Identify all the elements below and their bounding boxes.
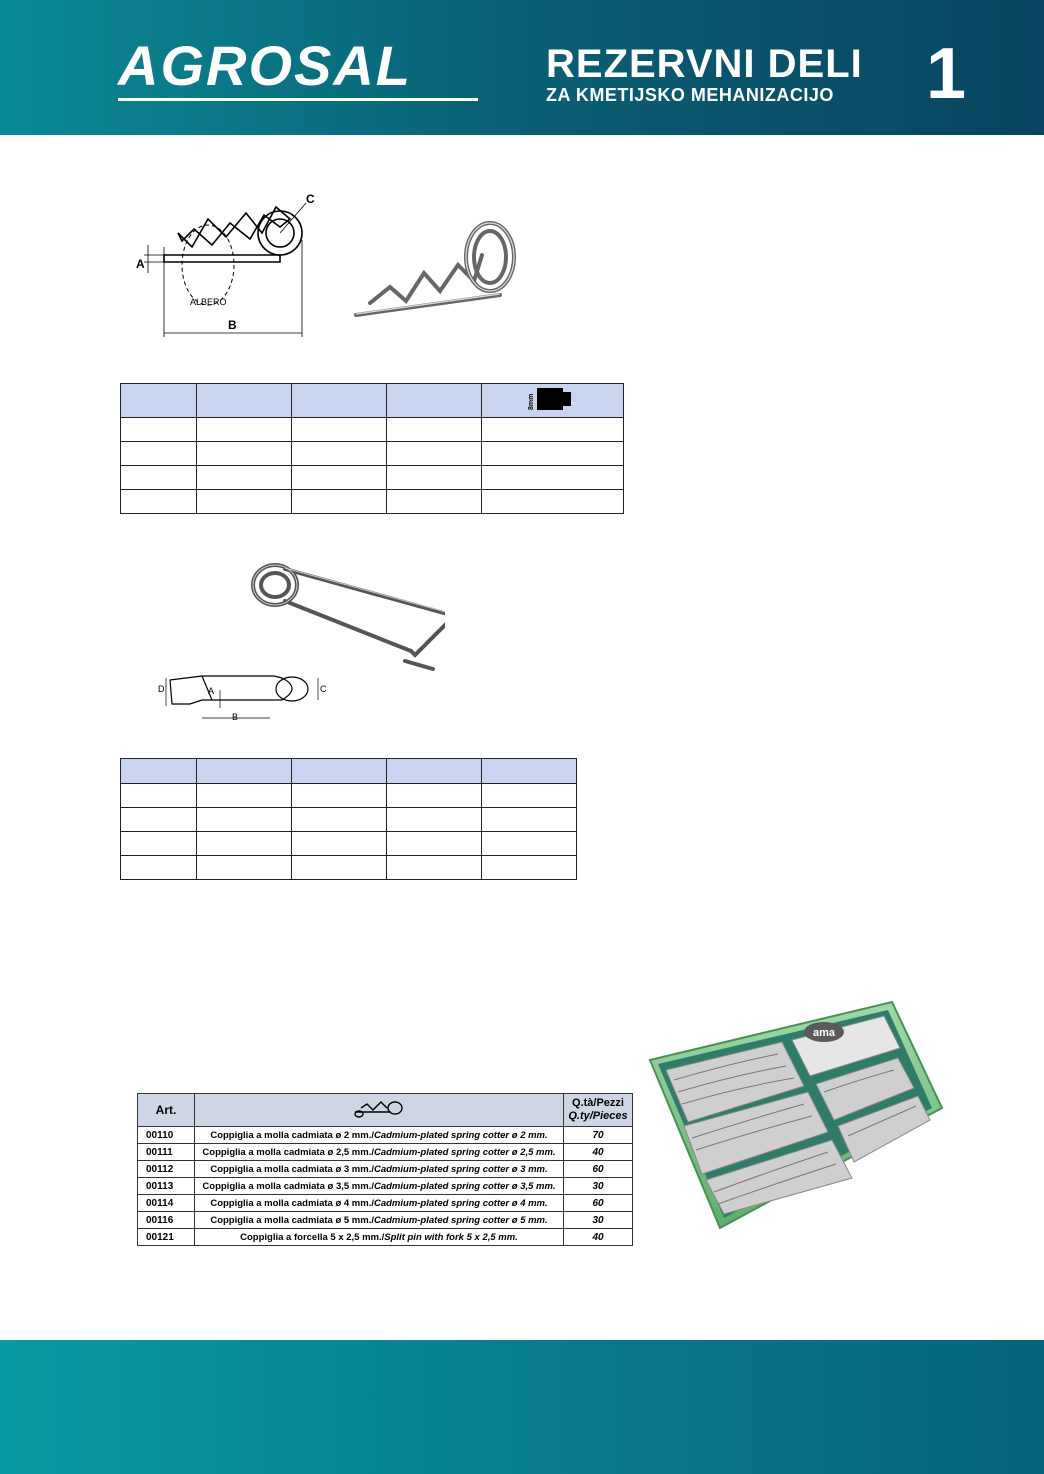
table-row <box>121 808 577 832</box>
dim-label-c: C <box>306 192 315 206</box>
table-row <box>138 1144 633 1161</box>
r-clip-drawing <box>130 185 330 345</box>
part-qty: 60 <box>564 1195 633 1212</box>
part-qty: 30 <box>564 1212 633 1229</box>
dim-label-d: D <box>158 684 165 694</box>
package-icon <box>523 384 583 412</box>
table-row <box>121 466 624 490</box>
art-code: 00110 <box>138 1127 195 1144</box>
safety-pin-drawing <box>152 668 332 728</box>
part-qty: 30 <box>564 1178 633 1195</box>
table-header-row <box>121 384 624 418</box>
r-clip-photo <box>350 215 530 325</box>
page-subtitle: ZA KMETIJSKO MEHANIZACIJO <box>546 85 834 105</box>
dim-label-c2: C <box>320 684 327 694</box>
part-qty: 40 <box>564 1144 633 1161</box>
art-code: 00116 <box>138 1212 195 1229</box>
art-code: 00112 <box>138 1161 195 1178</box>
art-code: 00113 <box>138 1178 195 1195</box>
art-code: 00121 <box>138 1229 195 1246</box>
parts-table <box>137 1093 633 1246</box>
col-qty-header-en: Q.ty/Pieces <box>568 1110 628 1122</box>
table-header-row <box>121 759 577 784</box>
part-description: Coppiglia a molla cadmiata ø 2 mm./Cadmium-plated spring cotter ø 2 mm. <box>195 1127 564 1144</box>
box-brand-label: ama <box>813 1027 836 1039</box>
col-qty-header-it: Q.tà/Pezzi <box>572 1097 624 1109</box>
part-qty: 60 <box>564 1161 633 1178</box>
table-row <box>121 856 577 880</box>
page-title: REZERVNI DELI <box>546 42 863 86</box>
part-description: Coppiglia a molla cadmiata ø 2,5 mm./Cadmium-plated spring cotter ø 2,5 mm. <box>195 1144 564 1161</box>
table-row <box>121 832 577 856</box>
table-row <box>121 418 624 442</box>
dim-label-b: B <box>228 318 237 332</box>
table-row <box>138 1212 633 1229</box>
table-row <box>121 784 577 808</box>
table-row <box>121 442 624 466</box>
table-row <box>138 1161 633 1178</box>
table-row <box>138 1178 633 1195</box>
brand-logo: AGROSAL <box>118 34 412 97</box>
table-row <box>138 1229 633 1246</box>
shaft-label: ALBERO <box>190 297 227 307</box>
spec-table-1 <box>120 383 624 514</box>
package-size-label: 8mm <box>527 393 535 410</box>
table-row <box>138 1127 633 1144</box>
dim-label-a: A <box>136 257 145 271</box>
page-header <box>0 0 1044 135</box>
spec-table-2 <box>120 758 577 880</box>
table-row <box>121 490 624 514</box>
part-description: Coppiglia a molla cadmiata ø 3 mm./Cadmium-plated spring cotter ø 3 mm. <box>195 1161 564 1178</box>
table-row <box>138 1195 633 1212</box>
logo-underline <box>118 98 478 101</box>
art-code: 00111 <box>138 1144 195 1161</box>
assortment-box-photo <box>648 1000 944 1230</box>
dim-label-b2: B <box>232 712 239 722</box>
dim-label-a2: A <box>208 686 215 696</box>
part-description: Coppiglia a molla cadmiata ø 5 mm./Cadmium-plated spring cotter ø 5 mm. <box>195 1212 564 1229</box>
col-art-header: Art. <box>138 1094 195 1127</box>
spring-cotter-icon <box>351 1098 407 1120</box>
page-footer <box>0 1340 1044 1474</box>
part-qty: 70 <box>564 1127 633 1144</box>
safety-pin-photo <box>245 555 445 685</box>
part-description: Coppiglia a molla cadmiata ø 3,5 mm./Cadmium-plated spring cotter ø 3,5 mm. <box>195 1178 564 1195</box>
section-number: 1 <box>926 34 967 114</box>
part-description: Coppiglia a molla cadmiata ø 4 mm./Cadmium-plated spring cotter ø 4 mm. <box>195 1195 564 1212</box>
part-description: Coppiglia a forcella 5 x 2,5 mm./Split pin with fork 5 x 2,5 mm. <box>195 1229 564 1246</box>
part-qty: 40 <box>564 1229 633 1246</box>
art-code: 00114 <box>138 1195 195 1212</box>
parts-header-row <box>138 1094 633 1127</box>
